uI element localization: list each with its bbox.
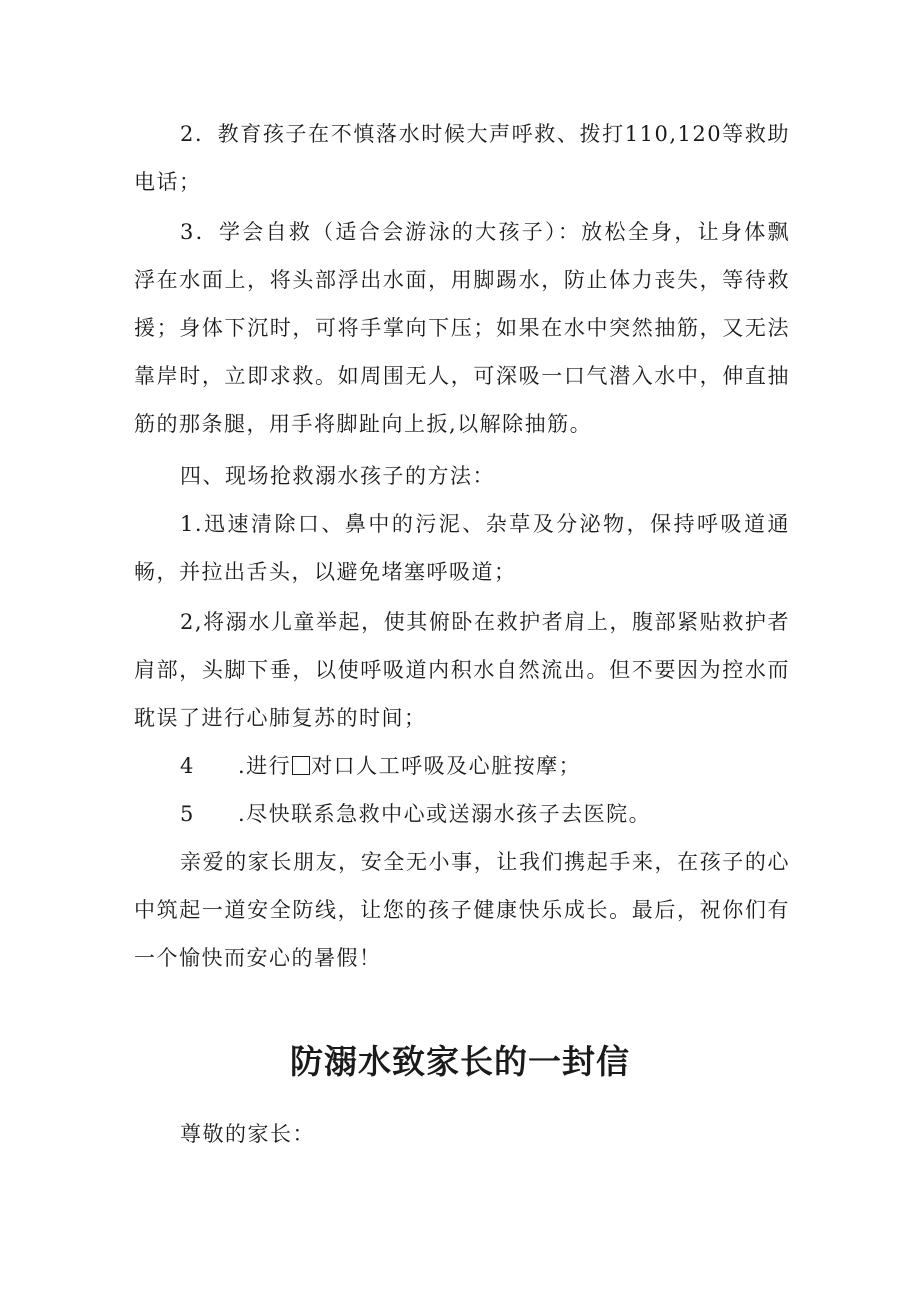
step-text: .尽快联系急救中心或送溺水孩子去医院。 (238, 802, 652, 826)
section-heading-4: 四、现场抢救溺水孩子的方法： (180, 464, 495, 488)
step-number: 4 (180, 754, 195, 778)
letter-title: 防溺水致家长的一封信 (290, 1042, 630, 1081)
step-text-start: .进行 (238, 754, 292, 778)
rescue-step-5 (180, 790, 651, 838)
paragraph-item-2: 2．教育孩子在不慎落水时候大声呼救、拨打110,120等救助电话； (134, 122, 790, 194)
salutation: 尊敬的家长： (180, 1122, 315, 1146)
closing-paragraph: 亲爱的家长朋友，安全无小事，让我们携起手来，在孩子的心中筑起一道安全防线，让您的孩子健康快乐成长。最后，祝你们有一个愉快而安心的暑假！ (134, 850, 790, 970)
step-number: 5 (180, 802, 195, 826)
paragraph-rescue-step-1: 1.迅速清除口、鼻中的污泥、杂草及分泌物，保持呼吸道通畅，并拉出舌头，以避免堵塞呼吸道； (134, 512, 790, 584)
paragraph-rescue-step-2: 2,将溺水儿童举起，使其俯卧在救护者肩上，腹部紧贴救护者肩部，头脚下垂，以使呼吸道内积水自然流出。但不要因为控水而耽误了进行心肺复苏的时间； (134, 610, 790, 730)
step-text-end: 对口人工呼吸及心脏按摩； (311, 754, 582, 778)
paragraph-item-3: 3．学会自救（适合会游泳的大孩子）：放松全身，让身体飘浮在水面上，将头部浮出水面，用脚踢水，防止体力丧失，等待救援；身体下沉时，可将手掌向下压；如果在水中突然抽筋，又无法靠岸时，立即求救。如周围无人，可深吸一口气潜入水中，伸直抽筋的那条腿，用手将脚趾向上扳,以解除抽筋。 (134, 220, 790, 436)
missing-glyph-box-icon (292, 756, 310, 775)
rescue-step-4 (180, 742, 581, 790)
